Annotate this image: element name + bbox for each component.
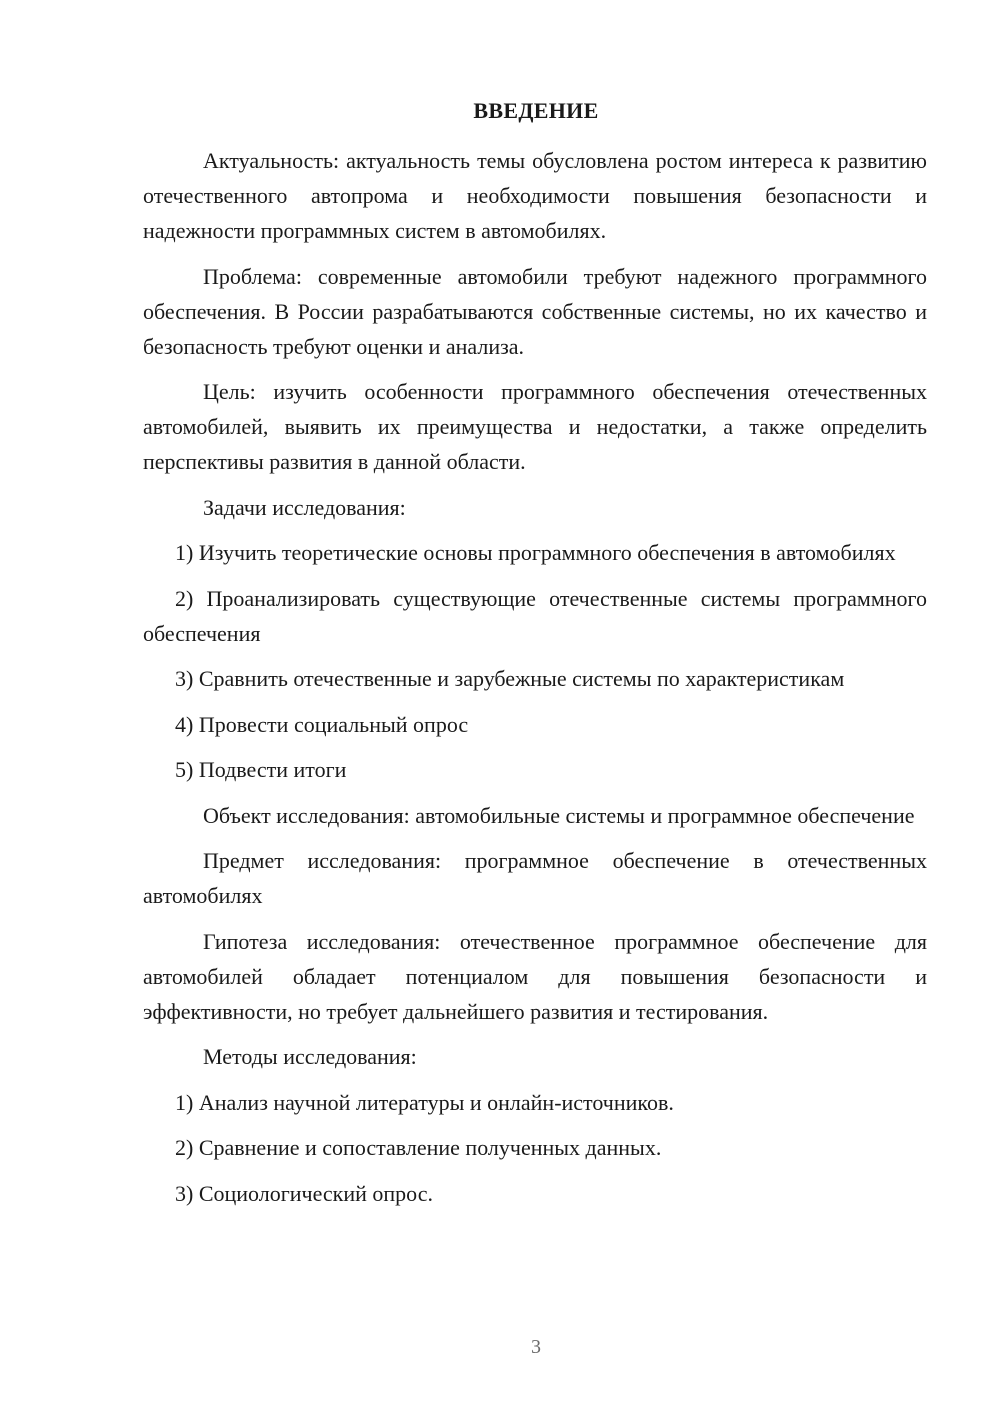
- hypothesis-paragraph: Гипотеза исследования: отечественное программное обеспечение для автомобилей обладает потенциалом для повышения безопасности и эффективности, но требует дальнейшего развития и тестирования.: [143, 928, 927, 1024]
- page-number: 3: [531, 1336, 541, 1358]
- method-item-3: 3) Социологический опрос.: [175, 1180, 433, 1206]
- task-item-1: 1) Изучить теоретические основы программного обеспечения в автомобилях: [175, 540, 896, 565]
- task-item-5: 5) Подвести итоги: [175, 757, 347, 782]
- method-item-1: 1) Анализ научной литературы и онлайн-источников.: [175, 1089, 674, 1115]
- task-item-3: 3) Сравнить отечественные и зарубежные системы по характеристикам: [175, 666, 845, 691]
- problem-paragraph: Проблема: современные автомобили требуют надежного программного обеспечения. В России разрабатываются собственные системы, но их качество и безопасность требуют оценки и анализа.: [143, 263, 927, 359]
- task-item-2: 2) Проанализировать существующие отечественные системы программного обеспечения: [143, 585, 927, 646]
- document-body: [143, 143, 927, 1221]
- method-item-2: 2) Сравнение и сопоставление полученных данных.: [175, 1135, 662, 1160]
- methods-title: Методы исследования:: [203, 1044, 417, 1069]
- task-item-4: 4) Провести социальный опрос: [175, 711, 469, 737]
- relevance-paragraph: Актуальность: актуальность темы обусловлена ростом интереса к развитию отечественного автопрома и необходимости повышения безопасности и надежности программных систем в автомобилях.: [143, 148, 927, 243]
- tasks-title: Задачи исследования:: [203, 494, 406, 520]
- subject-paragraph: Предмет исследования: программное обеспечение в отечественных автомобилях: [143, 848, 927, 908]
- goal-paragraph: Цель: изучить особенности программного обеспечения отечественных автомобилей, выявить их преимущества и недостатки, а также определить перспективы развития в данной области.: [143, 379, 927, 474]
- section-heading: ВВЕДЕНИЕ: [473, 98, 599, 123]
- object-paragraph: Объект исследования: автомобильные системы и программное обеспечение: [203, 802, 915, 828]
